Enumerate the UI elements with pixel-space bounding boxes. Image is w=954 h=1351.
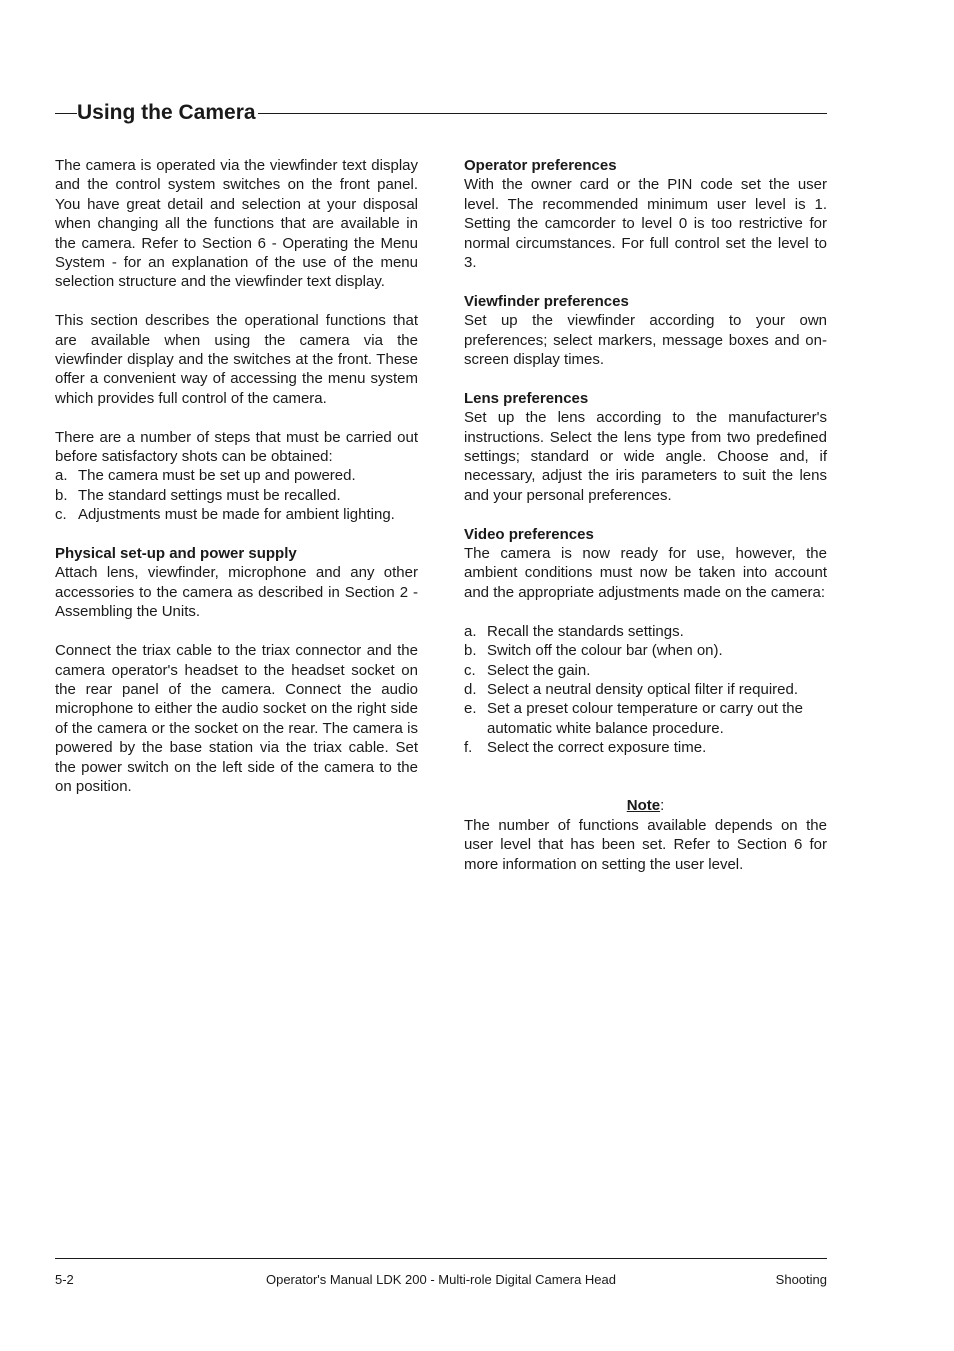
list-item-text: Select the correct exposure time. <box>487 739 707 757</box>
physical-setup-text-2: Connect the triax cable to the triax connector and the camera operator's headset to the headset socket on the rear panel of the camera. Connect the audio microphone to either the audio socket on the right side of the camera or the socket on the rear. The camera is powered by the base station via the triax cable. Set the power switch on the left side of the camera to the on position. <box>55 642 418 795</box>
physical-setup-section <box>55 544 418 622</box>
page-title-row <box>55 100 827 128</box>
note-heading <box>464 796 827 815</box>
list-item <box>55 505 418 524</box>
document-title: Operator's Manual LDK 200 - Multi-role Digital Camera Head <box>265 1272 617 1287</box>
video-preferences-heading: Video preferences <box>464 525 594 543</box>
page-footer <box>55 1272 827 1290</box>
intro-paragraph-1: The camera is operated via the viewfinder text display and the control system switches on the front panel. You have great detail and selection at your disposal when changing all the functions that are available in the camera. Refer to Section 6 - Operating the Menu System - for an explanation of the use of the menu selection structure and the viewfinder text display. <box>55 157 418 291</box>
video-preferences-section <box>464 525 827 603</box>
chapter-name: Shooting <box>775 1272 827 1287</box>
list-item-text: Adjustments must be made for ambient lighting. <box>78 506 395 524</box>
operator-preferences-text: With the owner card or the PIN code set the user level. The recommended minimum user level is 1. Setting the camcorder to level 0 is too restrictive for normal circumstances. For full control set the level to 3. <box>464 176 827 272</box>
list-item-text: Set a preset colour temperature or carry out the automatic white balance procedure. <box>487 700 803 737</box>
right-column <box>464 156 827 893</box>
intro-paragraph-2: This section describes the operational functions that are available when using the camera via the viewfinder display and the switches at the front. These offer a convenient way of accessing the menu system which provides full control of the camera. <box>55 312 418 407</box>
list-item <box>464 738 827 757</box>
operator-preferences-heading: Operator preferences <box>464 157 617 174</box>
note-label: Note <box>626 797 661 815</box>
steps-block <box>55 428 418 525</box>
list-marker: d. <box>464 680 477 698</box>
lens-preferences-heading: Lens preferences <box>464 389 589 407</box>
list-marker: c. <box>55 506 67 524</box>
page-number: 5-2 <box>55 1272 74 1287</box>
list-item-text: The camera must be set up and powered. <box>78 467 356 485</box>
steps-intro: There are a number of steps that must be carried out before satisfactory shots can be obtained: <box>55 428 418 466</box>
list-item <box>464 641 827 660</box>
list-marker: b. <box>55 486 68 504</box>
list-item-text: Switch off the colour bar (when on). <box>487 642 723 660</box>
list-item <box>464 680 827 699</box>
viewfinder-preferences-text: Set up the viewfinder according to your own preferences; select markers, message boxes and on-screen display times. <box>464 312 827 369</box>
steps-list <box>55 466 418 524</box>
list-item-text: The standard settings must be recalled. <box>78 486 341 504</box>
lens-preferences-section <box>464 389 827 505</box>
physical-setup-text-1: Attach lens, viewfinder, microphone and any other accessories to the camera as described in Section 2 - Assembling the Units. <box>55 564 418 621</box>
list-marker: a. <box>55 467 68 485</box>
list-item <box>55 466 418 485</box>
list-item <box>55 486 418 505</box>
viewfinder-preferences-section <box>464 292 827 370</box>
list-item-text: Select a neutral density optical filter if required. <box>487 680 798 698</box>
footer-rule <box>55 1258 827 1259</box>
title-rule-right <box>258 113 827 114</box>
list-marker: c. <box>464 661 476 679</box>
list-item <box>464 661 827 680</box>
video-steps-list <box>464 622 827 758</box>
page-title: Using the Camera <box>77 101 256 124</box>
list-marker: e. <box>464 700 477 718</box>
physical-setup-heading: Physical set-up and power supply <box>55 545 297 563</box>
list-item <box>464 622 827 641</box>
list-item-text: Recall the standards settings. <box>487 622 684 640</box>
list-marker: a. <box>464 622 477 640</box>
list-marker: b. <box>464 642 477 660</box>
operator-preferences-section <box>464 156 827 272</box>
video-preferences-text: The camera is now ready for use, however, the ambient conditions must now be taken into account and the appropriate adjustments made on the camera: <box>464 545 827 601</box>
list-marker: f. <box>464 739 473 757</box>
note-text: The number of functions available depends on the user level that has been set. Refer to Section 6 for more information on setting the user level. <box>464 816 827 873</box>
viewfinder-preferences-heading: Viewfinder preferences <box>464 292 629 310</box>
note-colon: : <box>660 797 665 815</box>
list-item <box>464 699 827 738</box>
lens-preferences-text: Set up the lens according to the manufacturer's instructions. Select the lens type from two predefined settings; standard or wide angle. Choose and, if necessary, adjust the iris parameters to suit the lens and your personal preferences. <box>464 409 827 504</box>
title-rule-left <box>55 113 77 114</box>
list-item-text: Select the gain. <box>487 661 591 679</box>
left-column <box>55 156 418 816</box>
